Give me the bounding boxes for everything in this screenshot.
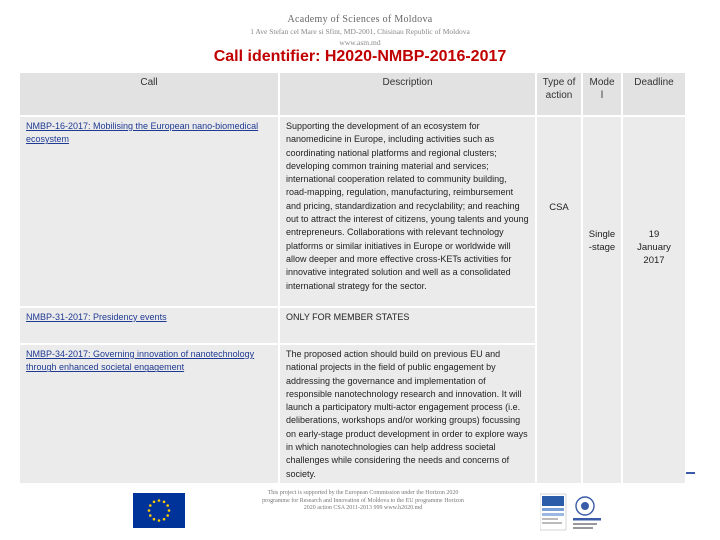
header-type-of-action — [537, 73, 581, 115]
row2-description-text: ONLY FOR MEMBER STATES — [286, 312, 410, 322]
deadline-value: 19 January 2017 — [637, 229, 671, 266]
header-mode-label: Mode l — [589, 77, 615, 101]
merged-type-of-action — [537, 117, 581, 483]
slide-marker — [686, 472, 695, 474]
partner-logo-icon — [540, 492, 606, 534]
org-web: www.asm.md — [339, 38, 381, 47]
calls-table — [20, 73, 685, 483]
call-link-nmbp-31[interactable]: NMBP-31-2017: Presidency events — [26, 312, 167, 322]
row2-call — [20, 308, 278, 343]
row1-description — [280, 117, 535, 306]
footer — [0, 486, 720, 540]
call-title: Call identifier: H2020-NMBP-2016-2017 — [213, 48, 507, 65]
header-description-label: Description — [382, 77, 433, 88]
header-type-label: Type of action — [542, 77, 576, 101]
row1-call — [20, 117, 278, 306]
header-mode — [583, 73, 621, 115]
row1-description-text: Supporting the development of an ecosystem for nanomedicine in Europe, including activities such as coordinating national platforms and regional clusters; developing common training material and services; international cooperation related to community building, road-mapping, regulation, manufacturing, reimbursement and pricing, standardization and recyclability; and reaching out to attract the interest of citizens, young talents and young entrepreneurs. Collaborations with relevant technology platforms or similar initiatives in Europe or worldwide will allow deeper and more effective cross-KETs activities for innovative integrated solution and well as a consolidated international strategy for the sector. — [286, 121, 529, 291]
row2-description — [280, 308, 535, 343]
merged-mode — [583, 117, 621, 483]
call-link-nmbp-16[interactable]: NMBP-16-2017: Mobilising the European nano-biomedical ecosystem — [26, 121, 259, 145]
header-description — [280, 73, 535, 115]
mode-value: Single -stage — [588, 229, 616, 253]
header-call-label: Call — [140, 77, 158, 88]
row3-call — [20, 345, 278, 483]
merged-deadline — [623, 117, 685, 483]
row3-description — [280, 345, 535, 483]
org-address: 1 Ave Stefan cel Mare si Sfint, MD-2001, Chisinau Republic of Moldova — [250, 27, 470, 36]
header-deadline — [623, 73, 685, 115]
funding-text: This project is supported by the European Commission under the Horizon 2020 programme for Research and Innovation of Moldova to the EU programme Horizon 2020 action CSA 2011-2013 999 www.h2020.md — [262, 490, 464, 511]
type-of-action-value: CSA — [549, 202, 569, 213]
org-name: Academy of Sciences of Moldova — [287, 14, 433, 25]
row3-description-text: The proposed action should build on previous EU and national projects in the field of public engagement by addressing the governance and implementation of responsible nanotechnology research and innovation. It will launch a participatory multi-actor engagement process (i.e. deliberations, workshops and/or working groups) focussing on early-stage product development in order to explore ways in which nanotechnologies can help address societal challenges while considering the needs and concerns of society. — [286, 349, 528, 479]
header-call — [20, 73, 278, 115]
header-deadline-label: Deadline — [634, 77, 674, 88]
eu-flag-icon — [133, 493, 185, 528]
call-link-nmbp-34[interactable]: NMBP-34-2017: Governing innovation of nanotechnology through enhanced societal engagement — [26, 349, 255, 373]
